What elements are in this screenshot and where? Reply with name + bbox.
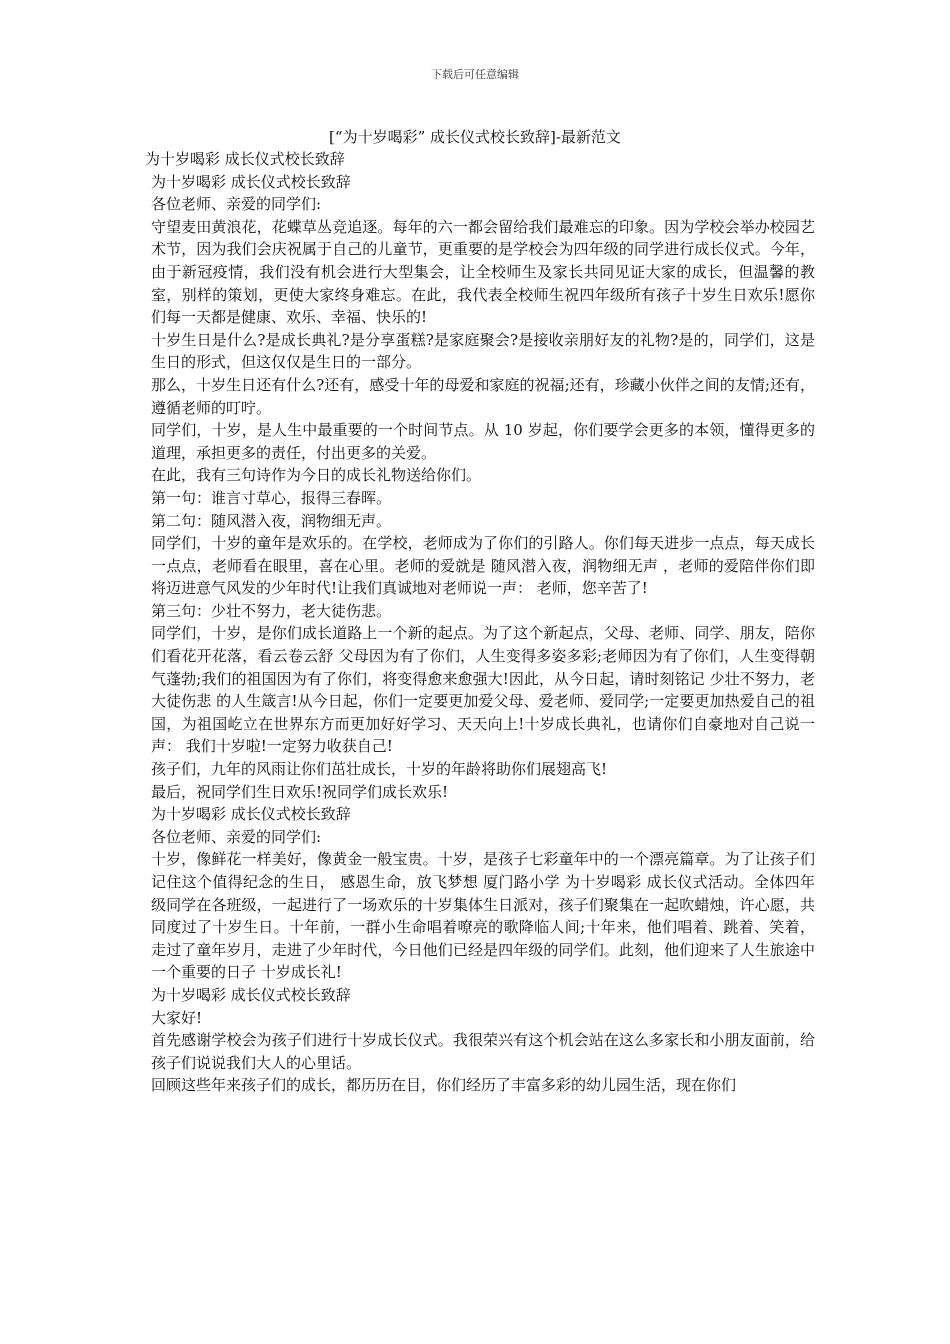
paragraph: 同学们，十岁的童年是欢乐的。在学校，老师成为了你们的引路人。你们每天进步一点点，每天成长一点点，老师看在眼里，喜在心里。老师的爱就是 随风潜入夜，润物细无声 ，老师的爱陪伴你们即将迈进意气风发的少年时代!让我们真诚地对老师说一声： 老师，您辛苦了! [151, 534, 815, 598]
document-title: [“为十岁喝彩” 成长仪式校长致辞]-最新范文 [329, 128, 621, 146]
paragraph: 为十岁喝彩 成长仪式校长致辞 [151, 985, 351, 1004]
paragraph: 同学们，十岁，是人生中最重要的一个时间节点。从 10 岁起，你们要学会更多的本领，懂得更多的道理，承担更多的责任，付出更多的关爱。 [151, 421, 815, 462]
paragraph: 最后，祝同学们生日欢乐!祝同学们成长欢乐! [151, 782, 449, 801]
paragraph: 那么，十岁生日还有什么?还有，感受十年的母爱和家庭的祝福;还有，珍藏小伙伴之间的友情;还有，遵循老师的叮咛。 [151, 375, 815, 417]
paragraph: 十岁，像鲜花一样美好，像黄金一般宝贵。十岁，是孩子七彩童年中的一个漂亮篇章。为了让孩子们记住这个值得纪念的生日， 感恩生命，放飞梦想 厦门路小学 为十岁喝彩 成长仪式活动。全体四年级同学在各班级，一起进行了一场欢乐的十岁集体生日派对，孩子们聚集在一起吹蜡烛，许心愿，共同度过了十岁生日。十年前，一群小生命唱着嘹亮的歌降临人间;十年来，他们唱着、跳着、笑着，走过了童年岁月，走进了少年时代，今日他们已经是四年级的同学们。此刻，他们迎来了人生旅途中一个重要的日子 十岁成长礼! [151, 850, 815, 982]
paragraph: 为十岁喝彩 成长仪式校长致辞 [151, 172, 351, 191]
paragraph: 第一句：谁言寸草心，报得三春晖。 [151, 488, 392, 507]
paragraph: 为十岁喝彩 成长仪式校长致辞 [151, 805, 351, 824]
paragraph: 大家好! [151, 1008, 203, 1027]
paragraph: 孩子们，九年的风雨让你们茁壮成长，十岁的年龄将助你们展翅高飞! [151, 760, 608, 779]
paragraph: 首先感谢学校会为孩子们进行十岁成长仪式。我很荣兴有这个机会站在这么多家长和小朋友面前，给孩子们说说我们大人的心里话。 [151, 1031, 815, 1072]
paragraph: 第三句：少壮不努力，老大徒伤悲。 [151, 601, 392, 620]
paragraph: 各位老师、亲爱的同学们: [151, 195, 322, 214]
paragraph: 在此，我有三句诗作为今日的成长礼物送给你们。 [151, 466, 482, 485]
paragraph: 为十岁喝彩 成长仪式校长致辞 [145, 150, 345, 168]
paragraph: 回顾这些年来孩子们的成长，都历历在目，你们经历了丰富多彩的幼儿园生活，现在你们 [151, 1076, 737, 1095]
paragraph: 守望麦田黄浪花，花蝶草丛竞追逐。每年的六一都会留给我们最难忘的印象。因为学校会举办校园艺术节，因为我们会庆祝属于自己的儿童节，更重要的是学校会为四年级的同学进行成长仪式。今年，由于新冠疫情，我们没有机会进行大型集会，让全校师生及家长共同见证大家的成长，但温馨的教室，别样的策划，更使大家终身难忘。在此，我代表全校师生祝四年级所有孩子十岁生日欢乐!愿你们每一天都是健康、欢乐、幸福、快乐的! [151, 217, 815, 327]
document-body [145, 148, 815, 1097]
paragraph: 同学们，十岁，是你们成长道路上一个新的起点。为了这个新起点，父母、老师、同学、朋友，陪你们看花开花落，看云卷云舒 父母因为有了你们，人生变得多姿多彩;老师因为有了你们，人生变得朝气蓬勃;我们的祖国因为有了你们，将变得愈来愈强大!因此，从今日起，请时刻铭记 少壮不努力，老大徒伤悲 的人生箴言!从今日起，你们一定要更加爱父母、爱老师、爱同学;一定要更加热爱自己的祖国，为祖国屹立在世界东方而更加好好学习、天天向上!十岁成长典礼，也请你们自豪地对自己说一声： 我们十岁啦!一定努力收获自己! [151, 624, 815, 756]
paragraph: 第二句：随风潜入夜，润物细无声。 [151, 511, 392, 530]
paragraph: 各位老师、亲爱的同学们: [151, 827, 322, 846]
header-note: 下载后可任意编辑 [431, 68, 519, 81]
paragraph: 十岁生日是什么?是成长典礼?是分享蛋糕?是家庭聚会?是接收亲朋好友的礼物?是的，同学们，这是生日的形式，但这仅仅是生日的一部分。 [151, 330, 815, 372]
